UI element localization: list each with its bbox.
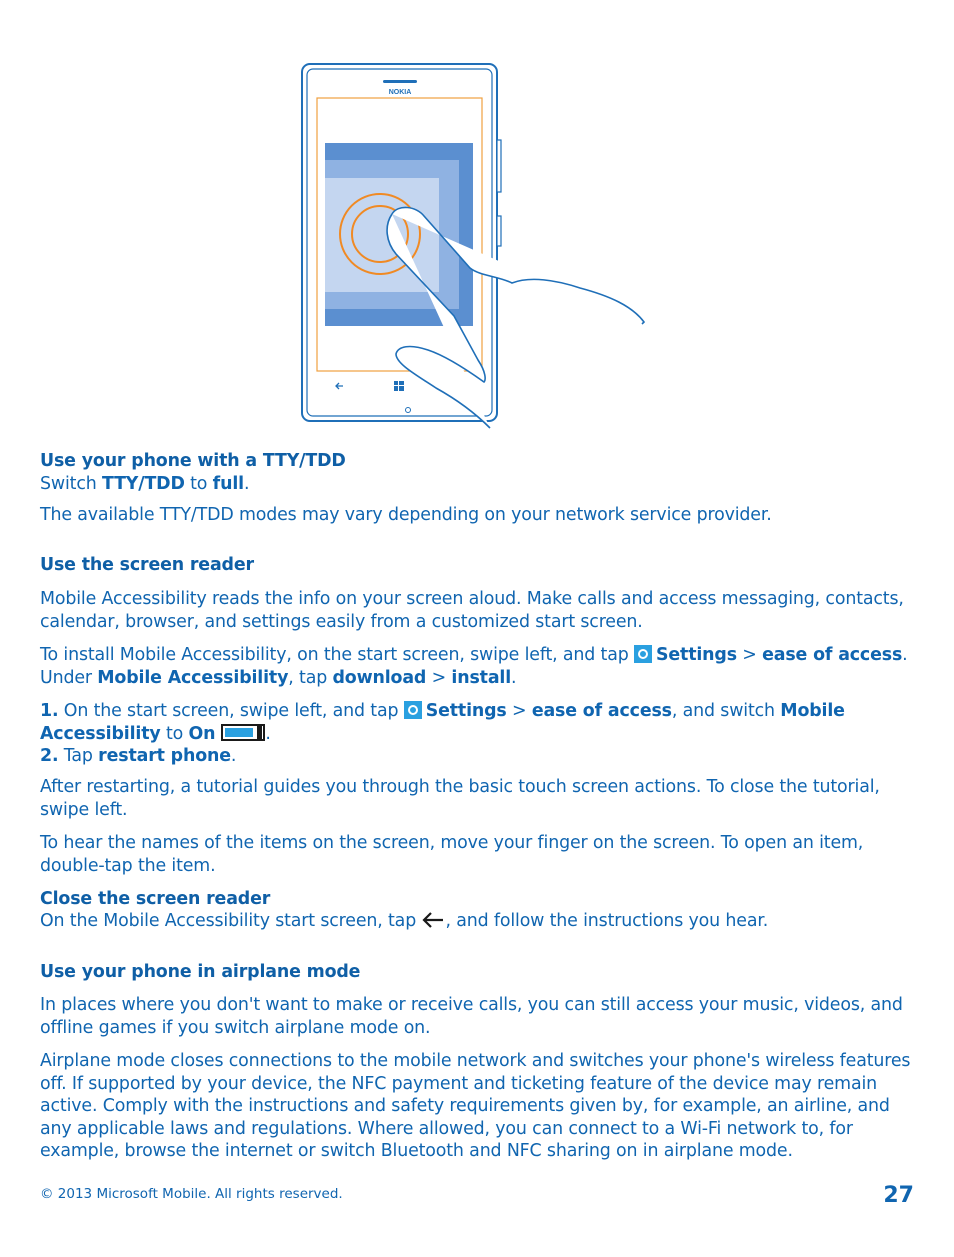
close-instruction: On the Mobile Accessibility start screen, tap , and follow the instructions you hear. xyxy=(40,911,769,931)
airplane-paragraph-1: In places where you don't want to make or receive calls, you can still access your music, videos, and offline games if you switch airplane mode on. xyxy=(40,995,903,1038)
reader-hear-items: To hear the names of the items on the screen, move your finger on the screen. To open an item, double-tap the item. xyxy=(40,833,864,876)
reader-step-1: 1. On the start screen, swipe left, and tap Settings > ease of access, and switch Mobile Accessibility to On . xyxy=(40,701,845,744)
settings-icon xyxy=(634,645,652,663)
settings-icon xyxy=(404,701,422,719)
tty-note: The available TTY/TDD modes may vary depending on your network service provider. xyxy=(40,505,772,525)
tty-switch-instruction: Switch TTY/TDD to full. xyxy=(40,474,250,494)
close-heading: Close the screen reader xyxy=(40,889,271,909)
tty-heading: Use your phone with a TTY/TDD xyxy=(40,451,346,471)
airplane-heading: Use your phone in airplane mode xyxy=(40,962,361,982)
copyright: © 2013 Microsoft Mobile. All rights reserved. xyxy=(40,1186,343,1202)
reader-step-2: 2. Tap restart phone. xyxy=(40,746,237,766)
toggle-on-icon xyxy=(221,724,265,741)
phone-touch-illustration xyxy=(290,55,660,440)
reader-intro: Mobile Accessibility reads the info on your screen aloud. Make calls and access messaging, contacts, calendar, browser, and settings easily from a customized start screen. xyxy=(40,589,904,632)
back-arrow-icon xyxy=(421,911,445,929)
page-number: 27 xyxy=(883,1183,914,1208)
airplane-paragraph-2: Airplane mode closes connections to the mobile network and switches your phone's wireless features off. If supported by your device, the NFC payment and ticketing feature of the device may remain active. Comply with the instructions and safety requirements given by, for example, an airline, and any applicable laws and regulations. Where allowed, you can connect to a Wi-Fi network to, for example, browse the internet or switch Bluetooth and NFC sharing on in airplane mode. xyxy=(40,1051,911,1161)
reader-install-instruction: To install Mobile Accessibility, on the start screen, swipe left, and tap Settings > ease of access. Under Mobile Accessibility, tap download > install. xyxy=(40,645,908,688)
reader-heading: Use the screen reader xyxy=(40,555,254,575)
reader-after-restart: After restarting, a tutorial guides you through the basic touch screen actions. To close the tutorial, swipe left. xyxy=(40,777,880,820)
nokia-logo: NOKIA xyxy=(388,89,412,96)
